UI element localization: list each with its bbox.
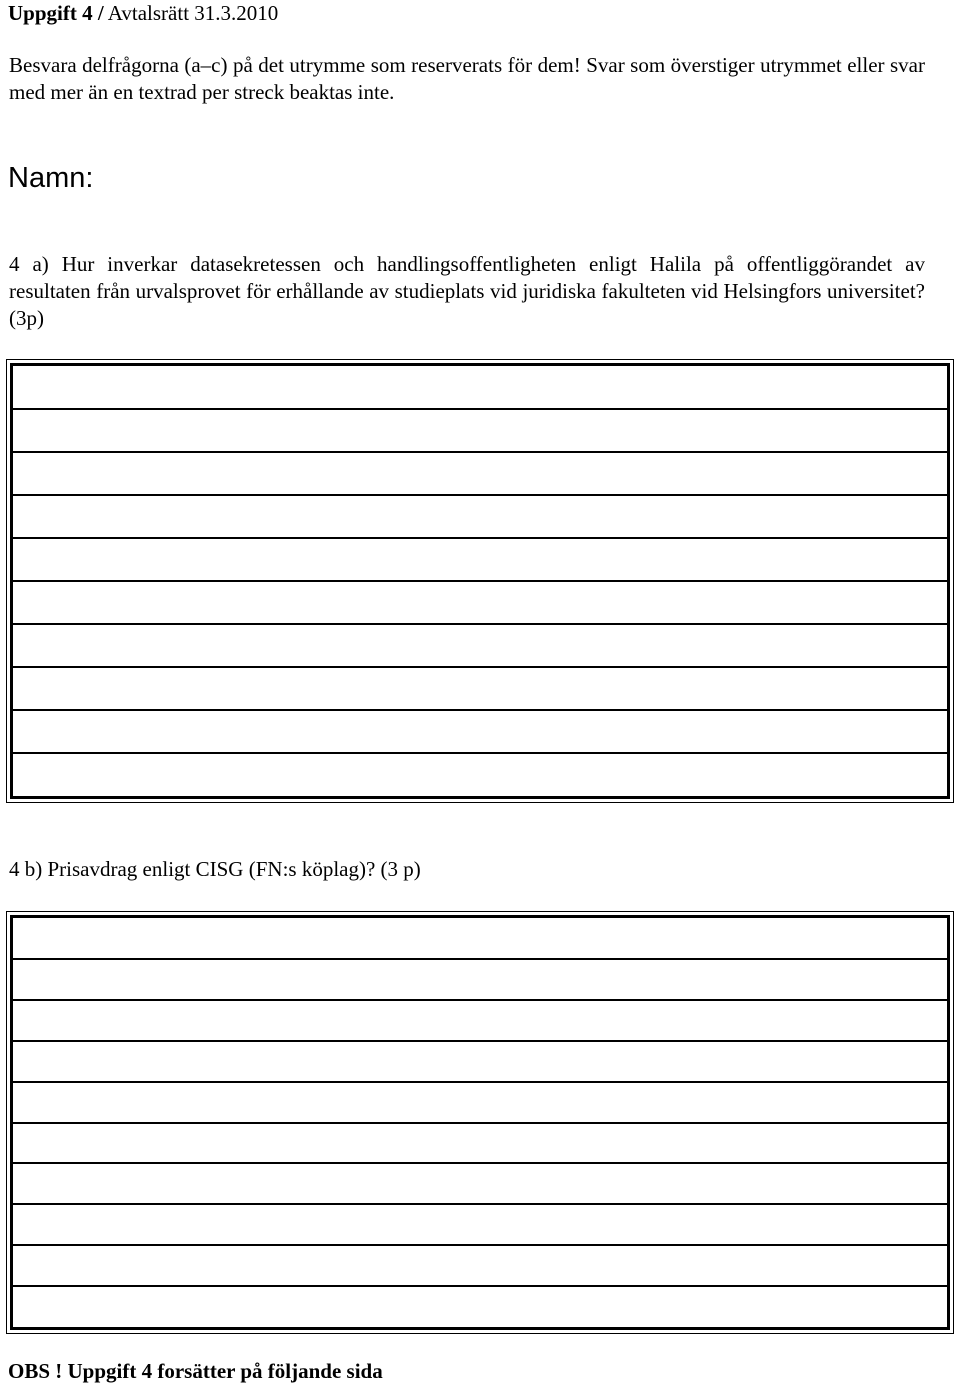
answer-line-b — [13, 999, 947, 1001]
continuation-note: OBS ! Uppgift 4 forsätter på följande sida — [8, 1359, 383, 1383]
answer-box-b[interactable] — [10, 915, 950, 1330]
page-heading — [8, 0, 278, 26]
answer-line-a — [13, 494, 947, 496]
answer-line-a — [13, 752, 947, 754]
task-number: Uppgift 4 / — [8, 1, 104, 25]
answer-line-b — [13, 1285, 947, 1287]
answer-line-a — [13, 537, 947, 539]
answer-line-b — [13, 958, 947, 960]
answer-line-a — [13, 580, 947, 582]
name-label: Namn: — [8, 162, 94, 194]
question-a-text: 4 a) Hur inverkar datasekretessen och handlingsoffentligheten enligt Halila på offentliggörandet av resultaten från urvalsprovet för erhållande av studieplats vid juridiska fakulteten vid Helsingfors universitet? (3p) — [9, 252, 925, 330]
answer-line-b — [13, 1244, 947, 1246]
answer-line-b — [13, 1122, 947, 1124]
answer-line-a — [13, 623, 947, 625]
answer-line-a — [13, 451, 947, 453]
answer-line-b — [13, 1040, 947, 1042]
answer-line-a — [13, 666, 947, 668]
answer-line-a — [13, 709, 947, 711]
answer-line-a — [13, 408, 947, 410]
question-b-text: 4 b) Prisavdrag enligt CISG (FN:s köplag)? (3 p) — [9, 857, 421, 881]
answer-line-b — [13, 1203, 947, 1205]
answer-line-b — [13, 1162, 947, 1164]
instructions: Besvara delfrågorna (a–c) på det utrymme som reserverats för dem! Svar som överstiger utrymmet eller svar med mer än en textrad per streck beaktas inte. — [9, 53, 925, 104]
answer-box-a[interactable] — [10, 363, 950, 799]
answer-line-b — [13, 1081, 947, 1083]
exam-subtitle: Avtalsrätt 31.3.2010 — [107, 1, 279, 25]
